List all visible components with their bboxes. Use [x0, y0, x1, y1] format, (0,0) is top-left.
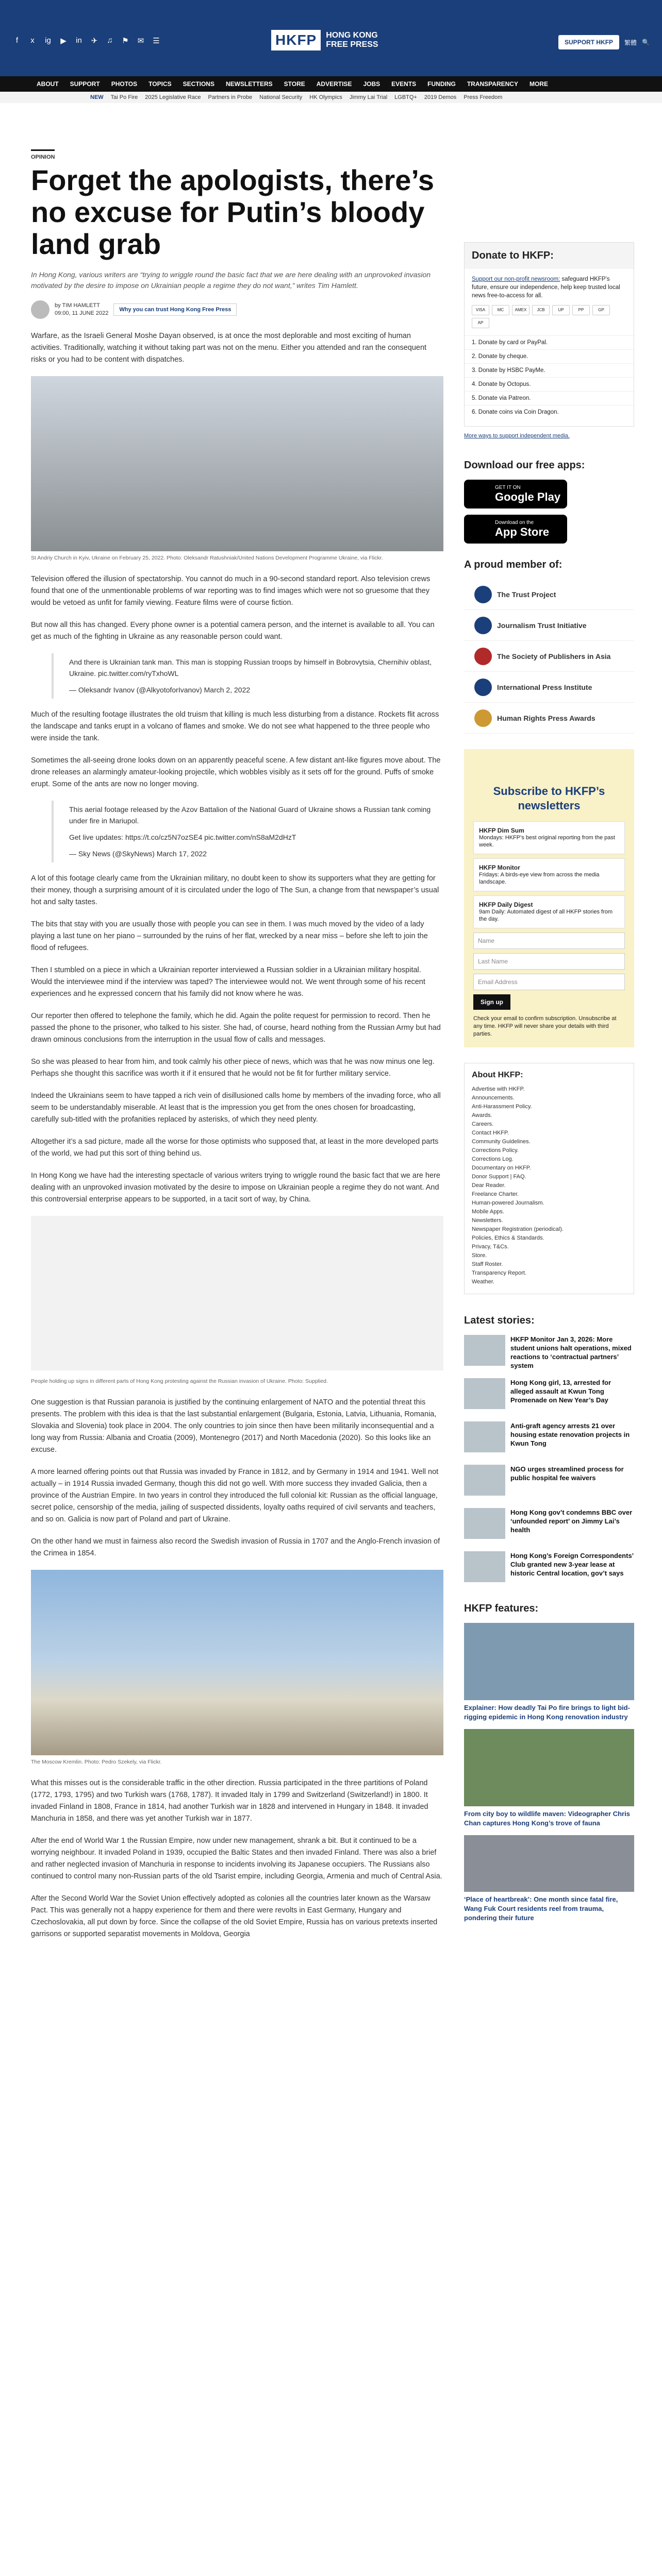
member-logo[interactable] — [464, 641, 634, 672]
author-avatar[interactable] — [31, 300, 49, 319]
googlepay-icon: GP — [592, 305, 610, 315]
story-item[interactable] — [464, 1421, 634, 1458]
image-caption: The Moscow Kremlin. Photo: Pedro Szekely, via Flickr. — [31, 1759, 162, 1765]
feature-headline: From city boy to wildlife maven: Videographer Chris Chan captures Hong Kong’s trove of fauna — [464, 1810, 630, 1827]
newsletter-desc: Mondays: HKFP’s best original reporting from the past week. — [479, 835, 615, 848]
hkfp-features — [464, 1603, 634, 1923]
donate-option[interactable]: 5. Donate via Patreon. — [465, 391, 634, 405]
new-label: NEW — [90, 94, 104, 100]
amex-icon: AMEX — [512, 305, 529, 315]
paragraph: After the end of World War 1 the Russian Empire, now under new management, shrank a bit. But it continued to be a worrying neighbour. It invaded Poland in 1939, occupied the Baltic States and then invaded Finland. There was also a brief and rather neglected invasion of Manchuria in response to incidents involving its Japanese occupiers. The Russians also continued to control many non-Russian parts of the old Tsarist empire, including Georgia, Armenia and much of Central Asia. — [31, 1837, 442, 1880]
story-headline: Anti-graft agency arrests 21 over housing estate renovation projects in Kwun Tong — [510, 1422, 630, 1447]
about-link[interactable]: Awards. — [472, 1112, 492, 1118]
feature-headline: Explainer: How deadly Tai Po fire brings to light bid-rigging epidemic in Hong Kong renovation industry — [464, 1704, 630, 1721]
paragraph: One suggestion is that Russian paranoia is justified by the continuing enlargement of NATO and the potential threat this presents. The problem with this idea is that the last substantial enlargement (Bulgaria, Estonia, Latvia, Lithuania, Romania, Slovakia and Slovenia) took place in 2004. The only countries to join since then have been militarily inconsequential and a long way from Russia: Albania and Croatia (2009), Montenegro (2017) and North Macedonia (2020). So this looks like an excuse. — [31, 1398, 437, 1454]
story-thumbnail — [464, 1508, 505, 1539]
google-play-label: Google Play — [495, 490, 561, 503]
newsletter-name: HKFP Monitor — [479, 864, 520, 871]
features-title: HKFP features: — [464, 1603, 539, 1614]
donate-widget — [464, 242, 634, 427]
paragraph: Much of the resulting footage illustrates the old truism that killing is much less disturbing from a distance. Rockets flit across the landscape and tanks erupt in a volcano of flames and smoke. We do not see what happened to the three people who were inside the tank. — [31, 710, 439, 742]
hot-topic-link[interactable]: Partners in Probe — [208, 94, 253, 100]
feature-item[interactable] — [464, 1729, 634, 1828]
member-logo[interactable] — [464, 703, 634, 734]
logo-line-1: HONG KONG — [326, 31, 378, 40]
menu-item[interactable]: TOPICS — [148, 80, 172, 88]
story-item[interactable] — [464, 1465, 634, 1501]
about-widget — [464, 1063, 634, 1294]
story-thumbnail — [464, 1551, 505, 1582]
paragraph: So she was pleased to hear from him, and took calmly his other piece of news, which was that he was now minus one leg. Perhaps she thought this sacrifice was worth it if it ensured that he would not be fit for further military service. — [31, 1058, 435, 1078]
hot-topic-link[interactable]: National Security — [259, 94, 303, 100]
member-icon — [474, 648, 492, 665]
donate-option[interactable]: 6. Donate coins via Coin Dragon. — [465, 405, 634, 419]
member-name: International Press Institute — [497, 683, 592, 691]
article-image — [31, 376, 443, 551]
hot-topic-link[interactable]: 2019 Demos — [424, 94, 457, 100]
author-name[interactable]: by TIM HAMLETT — [55, 302, 100, 309]
donate-option[interactable]: 3. Donate by HSBC PayMe. — [465, 363, 634, 377]
menu-item[interactable]: EVENTS — [391, 80, 417, 88]
member-icon — [474, 617, 492, 634]
paragraph: Warfare, as the Israeli General Moshe Dayan observed, is at once the most deplorable and most exciting of human activities. Traditionally, watching it without taking part was not on the menu. Either you attended and ran the consequent risks or you had to be content with dispatches. — [31, 332, 427, 364]
newsletter-name: HKFP Dim Sum — [479, 827, 524, 834]
app-store-button[interactable] — [464, 515, 567, 544]
paragraph: The bits that stay with you are usually those with people you can see in them. I was much moved by the video of a lady playing a last tune on her piano – surrounded by the ruins of her flat, wrecked by a near miss – before she left to join the flood of refugees. — [31, 920, 428, 952]
name-input[interactable]: Name — [473, 933, 625, 949]
about-link[interactable]: Donor Support | FAQ. — [472, 1174, 526, 1180]
feature-item[interactable] — [464, 1623, 634, 1722]
logo-mark: HKFP — [271, 30, 321, 50]
newsletter-desc: Fridays: A birds-eye view from across the media landscape. — [479, 872, 600, 885]
tweet-link[interactable]: Get live updates: https://t.co/cz5N7ozSE4 pic.twitter.com/nS8aM2dHzT — [69, 833, 296, 841]
paypal-icon: PP — [572, 305, 590, 315]
newsletter-title: Subscribe to HKFP’s newsletters — [493, 785, 605, 812]
hot-topics-bar — [0, 92, 662, 103]
story-item[interactable] — [464, 1335, 634, 1371]
menu-item[interactable]: STORE — [284, 80, 305, 88]
donate-option[interactable]: 4. Donate by Octopus. — [465, 377, 634, 391]
story-headline: NGO urges streamlined process for public hospital fee waivers — [510, 1465, 624, 1482]
hot-topic-link[interactable]: LGBTQ+ — [394, 94, 417, 100]
about-link[interactable]: Anti-Harassment Policy. — [472, 1104, 532, 1110]
story-headline: Hong Kong’s Foreign Correspondents’ Club granted new 3-year lease at historic Central location, gov’t says — [510, 1552, 634, 1577]
instagram-icon[interactable]: ig — [45, 36, 51, 45]
member-icon — [474, 586, 492, 603]
app-store-label: App Store — [495, 525, 550, 538]
newsletter-option[interactable] — [473, 821, 625, 854]
about-link[interactable]: Announcements. — [472, 1095, 515, 1101]
feature-item[interactable] — [464, 1835, 634, 1923]
donate-title: Donate to HKFP: — [465, 243, 634, 269]
about-link[interactable]: Corrections Policy. — [472, 1147, 519, 1154]
article-standfirst: In Hong Kong, various writers are “trying to wriggle round the basic fact that we are here dealing with an unprovoked invasion motivated by the desire to impose on Ukrainian people a regime they do not want,” writes Tim Hamlett. — [31, 270, 431, 290]
more-ways-link[interactable]: More ways to support independent media. — [464, 433, 570, 439]
search-icon[interactable]: 🔍 — [642, 39, 650, 46]
about-link[interactable]: Freelance Charter. — [472, 1191, 519, 1197]
member-name: Human Rights Press Awards — [497, 714, 595, 722]
paragraph: Indeed the Ukrainians seem to have tapped a rich vein of disillusioned calls home by members of the invading force, who all seem to be understandably miserable. At least that is the impression you get from the ones chosen for broadcasting, carefully sub-titled with the profanities replaced by asterisks, of which they need plenty. — [31, 1092, 441, 1124]
mastercard-icon: MC — [492, 305, 509, 315]
story-thumbnail — [464, 1421, 505, 1452]
about-link[interactable]: Transparency Report. — [472, 1270, 526, 1276]
author-info — [55, 302, 108, 317]
hot-topic-link[interactable]: HK Olympics — [309, 94, 342, 100]
about-link[interactable]: Contact HKFP. — [472, 1130, 509, 1136]
member-title: A proud member of: — [464, 559, 562, 570]
story-headline: Hong Kong girl, 13, arrested for alleged assault at Kwun Tong Promenade on New Year’s Day — [510, 1379, 611, 1404]
image-caption: St Andriy Church in Kyiv, Ukraine on February 25, 2022. Photo: Oleksandr Ratushniak/United Nations Development Programme Ukraine, via Flickr. — [31, 555, 383, 561]
newsletter-desc: 9am Daily: Automated digest of all HKFP stories from the day. — [479, 909, 613, 922]
newsletter-name: HKFP Daily Digest — [479, 901, 533, 908]
member-icon — [474, 679, 492, 696]
kremlin-image — [31, 1570, 443, 1755]
hot-topic-link[interactable]: Tai Po Fire — [110, 94, 138, 100]
menu-item[interactable]: ABOUT — [37, 80, 59, 88]
support-button[interactable]: SUPPORT HKFP — [558, 35, 619, 49]
paragraph: On the other hand we must in fairness also record the Swedish invasion of Russia in 1707 and the Anglo-French invasion of the Crimea in 1854. — [31, 1537, 440, 1557]
member-logo[interactable] — [464, 672, 634, 703]
header-actions — [558, 35, 650, 49]
menu-item[interactable]: PHOTOS — [111, 80, 138, 88]
tweet-text: This aerial footage released by the Azov Battalion of the National Guard of Ukraine shows a Russian tank coming under fire in Mariupol. — [69, 805, 431, 825]
rss-icon[interactable]: ☰ — [153, 37, 160, 45]
member-logo[interactable] — [464, 579, 634, 610]
story-item[interactable] — [464, 1378, 634, 1414]
google-play-small: GET IT ON — [495, 484, 521, 490]
facebook-icon[interactable]: f — [15, 36, 19, 45]
paragraph: Altogether it’s a sad picture, made all the worse for those optimists who supposed that, at least in the more developed parts of the world, we had put this sort of thing behind us. — [31, 1138, 439, 1158]
payment-cards — [465, 305, 634, 328]
story-item[interactable] — [464, 1508, 634, 1544]
top-header — [0, 0, 662, 76]
story-item[interactable] — [464, 1551, 634, 1587]
signup-button[interactable]: Sign up — [473, 994, 510, 1010]
about-link[interactable]: Weather. — [472, 1279, 494, 1285]
about-link[interactable]: Policies, Ethics & Standards. — [472, 1235, 544, 1241]
app-store-small: Download on the — [495, 519, 534, 526]
email-icon[interactable]: ✉ — [137, 37, 144, 45]
byline — [31, 300, 443, 319]
main-menu — [0, 76, 662, 92]
story-headline: Hong Kong gov’t condemns BBC over ‘unfounded report’ on Jimmy Lai’s health — [510, 1509, 633, 1534]
about-link[interactable]: Staff Roster. — [472, 1261, 503, 1267]
donate-text: safeguard HKFP’s future, ensure our independence, help keep trusted local news free-to-access for all. — [472, 276, 620, 299]
tweet-author[interactable]: — Oleksandr Ivanov (@AlkyotoforIvanov) March 2, 2022 — [69, 686, 251, 694]
email-input[interactable]: Email Address — [473, 974, 625, 990]
newsletter-widget — [464, 749, 634, 1047]
last-name-input[interactable]: Last Name — [473, 953, 625, 970]
paragraph: Sometimes the all-seeing drone looks down on an apparently peaceful scene. A few distant ant-like figures move about. The drone releases an alarmingly amateur-looking projectile, which wobbles visibly as it sets off for the ground. Puffs of smoke erupt. Some of the ants are now no longer moving. — [31, 756, 441, 788]
story-headline: HKFP Monitor Jan 3, 2026: More student unions halt operations, mixed reactions to ‘contractual partners’ system — [510, 1335, 632, 1369]
tweet-author[interactable]: — Sky News (@SkyNews) March 17, 2022 — [69, 850, 207, 858]
menu-item[interactable]: FUNDING — [427, 80, 456, 88]
about-link[interactable]: Newsletters. — [472, 1217, 503, 1224]
sidebar — [464, 242, 634, 1930]
tiktok-icon[interactable]: ♫ — [107, 36, 113, 45]
about-link[interactable]: Mobile Apps. — [472, 1209, 504, 1215]
about-link[interactable]: Careers. — [472, 1121, 494, 1127]
flag-icon[interactable]: ⚑ — [122, 37, 129, 45]
social-links — [12, 36, 161, 45]
hot-topic-link[interactable]: Jimmy Lai Trial — [349, 94, 388, 100]
menu-item[interactable]: SUPPORT — [70, 80, 100, 88]
about-link[interactable]: Advertise with HKFP. — [472, 1086, 525, 1092]
jcb-icon: JCB — [532, 305, 550, 315]
latest-title: Latest stories: — [464, 1315, 535, 1326]
paragraph: A lot of this footage clearly came from the Ukrainian military, no doubt keen to show its supporters what they are getting for their money, though a surprising amount of it is circulated under the logo of The Sun, a change from that newspaper’s usual hot and salty tastes. — [31, 874, 439, 906]
tweet-text: And there is Ukrainian tank man. This man is stopping Russian troops by himself in Bobrovytsia, Chernihiv oblast, Ukraine. pic.twitter.com/ryTxhoWL — [69, 658, 432, 677]
unionpay-icon: UP — [552, 305, 570, 315]
story-thumbnail — [464, 1378, 505, 1409]
menu-item[interactable]: NEWSLETTERS — [225, 80, 273, 88]
article — [31, 149, 443, 1951]
menu-item[interactable]: SECTIONS — [183, 80, 214, 88]
feature-thumbnail — [464, 1835, 634, 1892]
latest-stories — [464, 1315, 634, 1587]
about-link[interactable]: Privacy, T&Cs. — [472, 1244, 509, 1250]
donate-option[interactable]: 2. Donate by cheque. — [465, 349, 634, 363]
about-link[interactable]: Dear Reader. — [472, 1182, 506, 1189]
feature-thumbnail — [464, 1729, 634, 1806]
feature-headline: ‘Place of heartbreak’: One month since fatal fire, Wang Fuk Court residents reel from trauma, pondering their future — [464, 1895, 618, 1922]
about-link[interactable]: Documentary on HKFP. — [472, 1165, 531, 1171]
menu-item[interactable]: JOBS — [363, 80, 380, 88]
section-label[interactable]: OPINION — [31, 149, 55, 160]
apps-title: Download our free apps: — [464, 460, 585, 471]
about-link[interactable]: Corrections Log. — [472, 1156, 514, 1162]
newsletter-option[interactable] — [473, 895, 625, 928]
about-link[interactable]: Store. — [472, 1252, 487, 1259]
visa-icon: VISA — [472, 305, 489, 315]
paragraph: A more learned offering points out that Russia was invaded by France in 1812, and by Germany in 1914 and 1941. Well not actually – in 1914 Russia invaded Germany, though this did not go well. With more success they invaded Galicia, then a province of the Austrian Empire. In two years in control they introduced the full colonial kit: Russian as the official language, secret police, censorship of the media, jailing of suspected dissidents, loyalty oaths required of civil servants and teachers, and so on. Galicia is now part of Poland and part of Ukraine. — [31, 1468, 439, 1523]
paragraph: What this misses out is the considerable traffic in the other direction. Russia participated in the three partitions of Poland (1772, 1793, 1795) and two Turkish wars (1768, 1787). It invaded Italy in 1799 and Switzerland (Switzerland!) in 1800. It invaded Finland in 1808, France in 1814, had another Turkish war in 1828 and intervened in Hungary in 1848. It invaded Manchuria in 1858, and there was yet another Turkish war in 1877. — [31, 1779, 428, 1823]
donate-link[interactable]: Support our non-profit newsroom: — [472, 276, 560, 282]
member-name: Journalism Trust Initiative — [497, 621, 587, 630]
member-name: The Society of Publishers in Asia — [497, 652, 611, 660]
member-logo[interactable] — [464, 610, 634, 641]
x-icon[interactable]: x — [30, 36, 35, 45]
menu-item[interactable]: MORE — [529, 80, 548, 88]
feature-thumbnail — [464, 1623, 634, 1700]
menu-item[interactable]: ADVERTISE — [316, 80, 352, 88]
member-icon — [474, 709, 492, 727]
newsletter-option[interactable] — [473, 858, 625, 891]
paragraph: After the Second World War the Soviet Union effectively adopted as colonies all the countries later known as the Warsaw Pact. This was generally not a happy experience for them and there were revolts in East Germany, Hungary and Czechoslovakia, all put down by force. Since the collapse of the old Soviet Empire, Russia has on various pretexts inserted garrisons or supported separatist movements in Moldova, Georgia — [31, 1894, 438, 1938]
story-thumbnail — [464, 1465, 505, 1496]
site-logo[interactable] — [271, 30, 378, 50]
paragraph: Then I stumbled on a piece in which a Ukrainian reporter interviewed a Russian soldier in a Ukrainian military hospital. Would the interviewee mind if the interview was taped? The interviewee would not. We went through some of his recent experiences and he expressed concern that his family did not know where he was. — [31, 966, 425, 998]
newsletter-fineprint: Check your email to confirm subscription. Unsubscribe at any time. HKFP will never share your details with third parties. — [473, 1015, 617, 1037]
paragraph: But now all this has changed. Every phone owner is a potential camera person, and the internet is available to all. You can get as much of the fighting in Ukraine as any reasonable person could want. — [31, 621, 435, 641]
about-title: About HKFP: — [472, 1071, 523, 1079]
publish-date: 09:00, 11 JUNE 2022 — [55, 310, 109, 316]
about-link[interactable]: Community Guidelines. — [472, 1139, 531, 1145]
hot-topic-link[interactable]: Press Freedom — [464, 94, 503, 100]
embedded-tweet — [52, 653, 443, 699]
paragraph: In Hong Kong we have had the interesting spectacle of various writers trying to wriggle round the basic fact that we are here dealing with an unprovoked invasion motivated by the desire to impose on Ukrainian people a regime they do not want. And this controversial enterprise appears to be supported, in a tacit sort of way, by China. — [31, 1172, 440, 1204]
telegram-icon[interactable]: ✈ — [91, 37, 98, 45]
member-name: The Trust Project — [497, 590, 556, 599]
donate-option[interactable]: 1. Donate by card or PayPal. — [465, 335, 634, 349]
embedded-tweet — [52, 801, 443, 862]
embedded-media[interactable] — [31, 1216, 443, 1370]
google-play-button[interactable] — [464, 480, 567, 509]
about-link[interactable]: Newspaper Registration (periodical). — [472, 1226, 564, 1232]
logo-line-2: FREE PRESS — [326, 40, 378, 49]
image-caption: People holding up signs in different parts of Hong Kong protesting against the Russian invasion of Ukraine. Photo: Supplied. — [31, 1378, 328, 1384]
about-link[interactable]: Human-powered Journalism. — [472, 1200, 544, 1206]
menu-item[interactable]: TRANSPARENCY — [467, 80, 518, 88]
language-switch[interactable]: 繁體 — [624, 39, 637, 46]
hot-topic-link[interactable]: 2025 Legislative Race — [145, 94, 201, 100]
paragraph: Our reporter then offered to telephone the family, which he did. Again the polite request for permission to record. Then he passed the phone to the prisoner, who talked to his sister. She had, of course, heard nothing from the Russian Army but had drawn ominous conclusions from the interruption in the usual flow of calls and messages. — [31, 1012, 441, 1044]
story-thumbnail — [464, 1335, 505, 1366]
paragraph: Television offered the illusion of spectatorship. You cannot do much in a 90-second standard report. Also television crews found that one of the unmentionable problems of war reporting was to find images which were not so gruesome that they would be vetoed as unfit for family viewing. Feature films were of course fiction. — [31, 575, 431, 607]
linkedin-icon[interactable]: in — [76, 36, 82, 45]
trust-button[interactable]: Why you can trust Hong Kong Free Press — [113, 303, 237, 316]
youtube-icon[interactable]: ▶ — [60, 37, 67, 45]
article-title: Forget the apologists, there’s no excuse for Putin’s bloody land grab — [31, 164, 435, 260]
logo-text — [326, 31, 378, 49]
applepay-icon: AP — [472, 318, 489, 328]
